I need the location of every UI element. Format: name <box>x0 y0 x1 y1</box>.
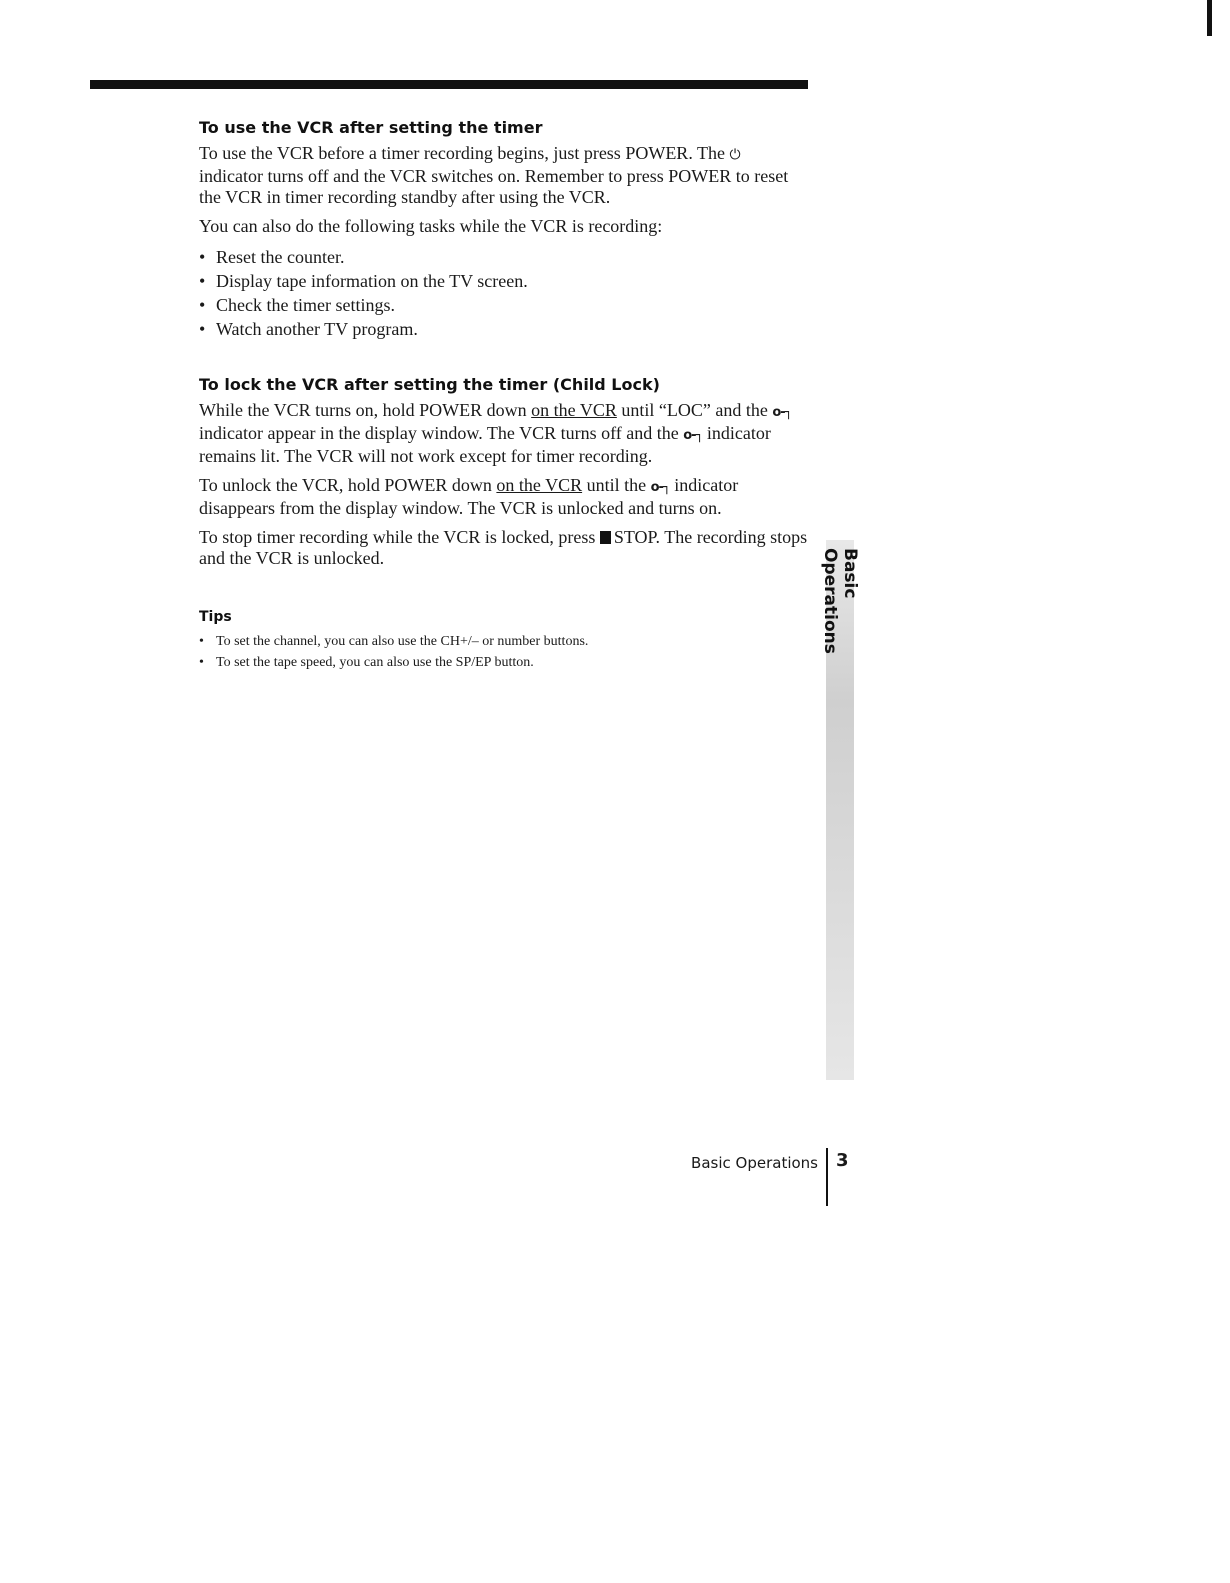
section-tips <box>199 609 809 673</box>
list-item: • Reset the counter. <box>199 245 809 269</box>
task-list <box>199 245 809 341</box>
paragraph: You can also do the following tasks while the VCR is recording: <box>199 216 663 236</box>
key-icon: o-┐ <box>683 428 703 443</box>
section-child-lock <box>199 375 809 569</box>
paragraph: While the VCR turns on, hold POWER down on the VCR until “LOC” and the o-┐ indicator appear in the display window. The VCR turns off and the o-┐ indicator remains lit. The VCR will not work except for timer recording. <box>199 400 792 466</box>
key-icon: o-┐ <box>772 405 792 420</box>
paragraph: To stop timer recording while the VCR is locked, press STOP. The recording stops and the VCR is unlocked. <box>199 527 808 568</box>
paragraph: To unlock the VCR, hold POWER down on the VCR until the o-┐ indicator disappears from the display window. The VCR is unlocked and turns on. <box>199 475 739 518</box>
list-item: • Watch another TV program. <box>199 317 809 341</box>
power-icon: ⏻ <box>729 147 741 163</box>
section-heading: To use the VCR after setting the timer <box>199 118 543 137</box>
section-use-vcr <box>199 118 809 341</box>
list-item: • Display tape information on the TV screen. <box>199 269 809 293</box>
key-icon: o-┐ <box>650 480 670 495</box>
section-heading: To lock the VCR after setting the timer (Child Lock) <box>199 375 660 394</box>
list-item: • Check the timer settings. <box>199 293 809 317</box>
footer-divider <box>826 1148 828 1206</box>
stop-icon <box>600 531 611 544</box>
paragraph: To use the VCR before a timer recording begins, just press POWER. The ⏻ indicator turns off and the VCR switches on. Remember to press POWER to reset the VCR in timer recording standby after using the VCR. <box>199 143 789 207</box>
footer-section-label: Basic Operations <box>691 1154 818 1172</box>
on-the-vcr-label: on the VCR <box>496 475 583 495</box>
tips-list <box>199 631 809 673</box>
page-number: 3 <box>836 1150 849 1171</box>
list-item: • To set the channel, you can also use the CH+/– or number buttons. <box>199 631 809 652</box>
tips-heading: Tips <box>199 609 232 625</box>
list-item: • To set the tape speed, you can also use the SP/EP button. <box>199 652 809 673</box>
on-the-vcr-label: on the VCR <box>531 400 617 420</box>
content <box>199 118 809 695</box>
top-rule <box>90 80 808 89</box>
side-tab-label: Basic Operations <box>820 548 860 654</box>
edge-mark <box>1207 0 1212 36</box>
